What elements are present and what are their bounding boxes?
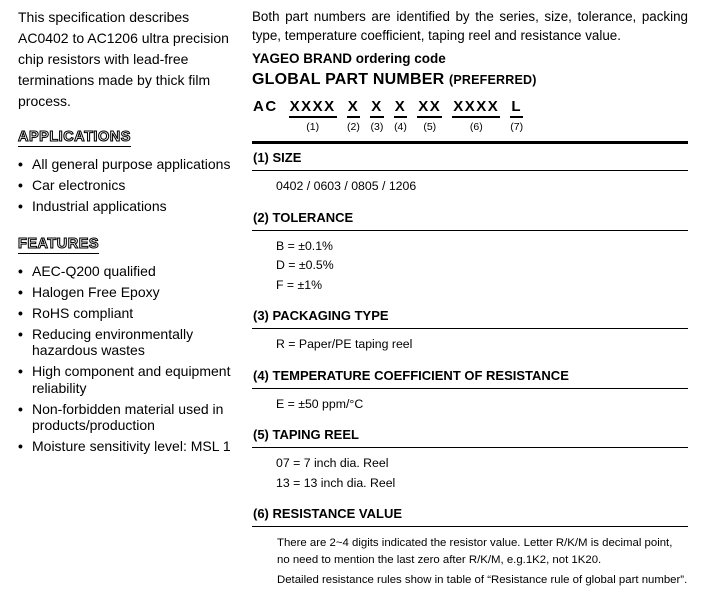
applications-list — [18, 156, 242, 215]
list-item: • AEC-Q200 qualified — [18, 263, 242, 280]
part-code-segment: L — [510, 99, 523, 118]
part-code-segment: XXXX — [289, 99, 337, 118]
section-paragraphs — [277, 535, 688, 589]
section-items — [276, 338, 688, 351]
section-paragraph: Detailed resistance rules show in table of “Resistance rule of global part number”. — [277, 574, 688, 586]
part-code-position-label: (5) — [423, 121, 437, 133]
section-items — [276, 457, 688, 489]
features-list — [18, 263, 242, 455]
section-heading: (2) TOLERANCE — [252, 204, 688, 231]
features-heading-text: FEATURES — [18, 235, 100, 252]
part-code-segment: XX — [417, 99, 442, 118]
global-part-number-title — [252, 71, 688, 89]
list-item: • RoHS compliant — [18, 305, 242, 322]
part-code-group — [510, 99, 523, 133]
list-item: • High component and equipment reliability — [18, 363, 242, 396]
section-item: 07 = 7 inch dia. Reel — [276, 456, 389, 470]
part-code-position-label: (7) — [510, 121, 524, 133]
section-taping-reel — [252, 421, 688, 489]
section-heading: (5) TAPING REEL — [252, 421, 688, 448]
section-size — [252, 144, 688, 193]
part-code-group — [452, 99, 500, 133]
section-item: B = ±0.1% — [276, 238, 333, 253]
brand-ordering-code-line: YAGEO BRAND ordering code — [252, 51, 446, 66]
list-item: • All general purpose applications — [18, 156, 242, 173]
part-code-position-label: (3) — [370, 121, 384, 133]
section-heading: (4) TEMPERATURE COEFFICIENT OF RESISTANCE — [252, 362, 688, 389]
section-item: E = ±50 ppm/°C — [276, 396, 364, 411]
part-code-position-label: (4) — [394, 121, 407, 133]
part-code-segment: X — [370, 99, 384, 118]
part-code-position-label: (1) — [306, 121, 320, 133]
applications-heading-text: APPLICATIONS — [18, 129, 131, 145]
section-tolerance — [252, 204, 688, 292]
part-code-segment: XXXX — [452, 99, 500, 118]
applications-heading — [18, 129, 242, 147]
list-item: • Moisture sensitivity level: MSL 1 — [18, 438, 242, 455]
part-code-group — [394, 99, 408, 133]
list-item: • Non-forbidden material used in products/production — [18, 401, 242, 434]
part-code-segment: AC — [253, 98, 278, 115]
global-part-number-text: GLOBAL PART NUMBER — [252, 71, 445, 88]
section-item: R = Paper/PE taping reel — [276, 337, 413, 351]
section-items — [276, 180, 688, 193]
part-code-group — [417, 99, 442, 133]
section-packaging-type — [252, 302, 688, 351]
list-item: • Car electronics — [18, 177, 242, 194]
list-item: • Halogen Free Epoxy — [18, 284, 242, 301]
part-code-segment: X — [347, 99, 361, 118]
section-item: 0402 / 0603 / 0805 / 1206 — [276, 179, 417, 193]
left-column — [18, 7, 242, 459]
section-item: F = ±1% — [276, 277, 323, 292]
section-item: D = ±0.5% — [276, 258, 334, 272]
section-items — [276, 398, 688, 411]
section-items — [276, 240, 688, 292]
part-code-group — [289, 99, 337, 133]
list-item: • Reducing environmentally hazardous wastes — [18, 326, 242, 359]
part-code-diagram — [252, 99, 688, 133]
section-heading: (1) SIZE — [252, 144, 688, 171]
section-heading: (6) RESISTANCE VALUE — [252, 500, 688, 527]
part-code-group — [370, 99, 384, 133]
section-paragraph: There are 2~4 digits indicated the resistor value. Letter R/K/M is decimal point, no need to mention the last zero after R/K/M, e.g.1K2, not 1K20. — [277, 537, 673, 566]
list-item: • Industrial applications — [18, 198, 242, 215]
part-code-position-label: (2) — [347, 121, 360, 133]
right-column — [252, 7, 688, 593]
part-code-group — [252, 99, 279, 119]
ordering-intro-paragraph: Both part numbers are identified by the series, size, tolerance, packing type, temperature coefficient, taping reel and resistance value. — [252, 9, 688, 43]
part-code-position-label: (6) — [469, 121, 483, 133]
section-heading: (3) PACKAGING TYPE — [252, 302, 688, 329]
section-resistance-value — [252, 500, 688, 589]
part-code-segment: X — [394, 99, 408, 118]
part-code-group — [347, 99, 361, 133]
spec-intro-paragraph: This specification describes AC0402 to AC1206 ultra precision chip resistors with lead-free terminations made by thick film process. — [18, 9, 229, 109]
features-heading — [18, 236, 242, 254]
section-item: 13 = 13 inch dia. Reel — [276, 475, 396, 490]
preferred-suffix: (PREFERRED) — [449, 73, 537, 87]
section-temperature-coefficient — [252, 362, 688, 411]
